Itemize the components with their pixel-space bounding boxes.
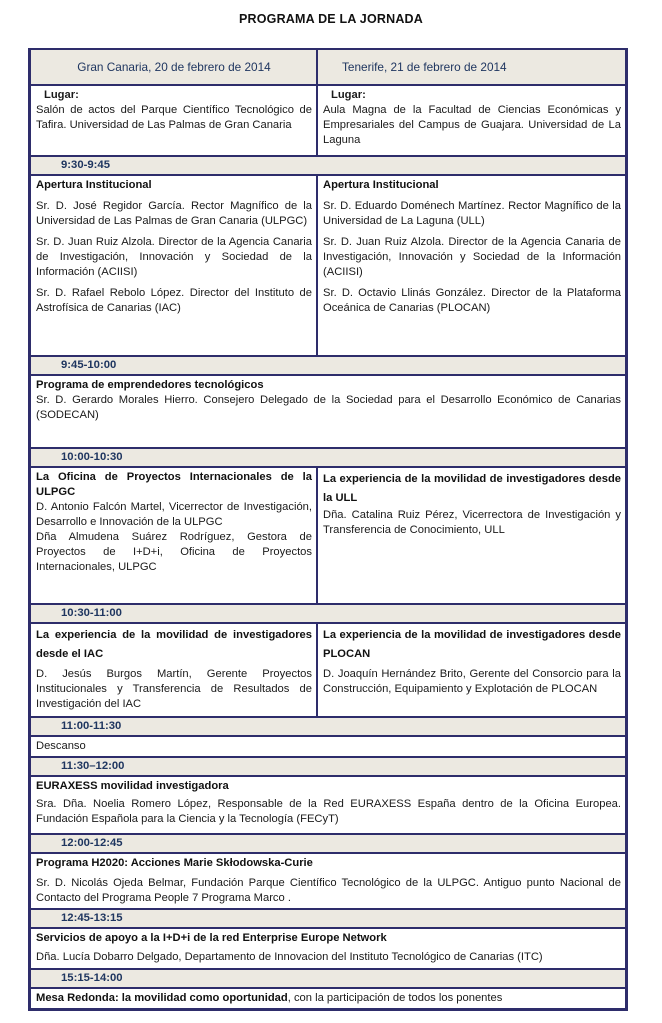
closing-text: , con la participación de todos los ponentes — [287, 992, 503, 1004]
session-full — [30, 928, 627, 969]
session-row — [30, 375, 627, 448]
venue-row — [30, 85, 627, 156]
time-row — [30, 448, 627, 467]
time-row — [30, 604, 627, 623]
session-row — [30, 175, 627, 356]
venue-label: Lugar: — [44, 89, 79, 101]
session-left — [30, 623, 318, 717]
session-heading: La Oficina de Proyectos Internacionales de la ULPGC — [36, 471, 312, 498]
time-label: 15:15-14:00 — [30, 969, 627, 988]
time-label: 11:30–12:00 — [30, 757, 627, 776]
session-heading: Programa H2020: Acciones Marie Skłodowska-Curie — [36, 857, 313, 869]
speaker: Dña. Lucía Dobarro Delgado, Departamento de Innovacion del Instituto Tecnológico de Canarias (ITC) — [36, 951, 543, 963]
session-left — [30, 175, 318, 356]
session-heading: EURAXESS movilidad investigadora — [36, 780, 229, 792]
session-row — [30, 776, 627, 834]
session-right — [317, 623, 627, 717]
time-label: 12:45-13:15 — [30, 909, 627, 928]
speaker: Dña Almudena Suárez Rodríguez, Gestora de Proyectos de I+D+i, Oficina de Proyectos Internacionales, ULPGC — [36, 531, 312, 573]
page-title: PROGRAMA DE LA JORNADA — [238, 12, 424, 26]
speaker: Sr. D. José Regidor García. Rector Magnífico de la Universidad de Las Palmas de Gran Canaria (ULPGC) — [36, 200, 312, 227]
header-row — [30, 49, 627, 85]
session-heading: Programa de emprendedores tecnológicos — [36, 379, 264, 391]
speaker: Sr. D. Juan Ruiz Alzola. Director de la Agencia Canaria de Investigación, Innovación y Sociedad de la Información (ACIISI) — [36, 236, 312, 278]
session-heading: Apertura Institucional — [323, 179, 439, 191]
time-row — [30, 757, 627, 776]
session-full — [30, 776, 627, 834]
time-label: 9:30-9:45 — [30, 156, 627, 175]
session-row — [30, 467, 627, 604]
break-row — [30, 736, 627, 757]
break-label: Descanso — [30, 736, 627, 757]
time-row — [30, 156, 627, 175]
speaker: Sr. D. Rafael Rebolo López. Director del Instituto de Astrofísica de Canarias (IAC) — [36, 287, 312, 314]
speaker: Dña. Catalina Ruiz Pérez, Vicerrectora de Investigación y Transferencia de Conocimiento, ULL — [323, 509, 621, 536]
speaker: Sr. D. Octavio Llinás González. Director de la Plataforma Oceánica de Canarias (PLOCAN) — [323, 287, 621, 314]
time-row — [30, 969, 627, 988]
session-right — [317, 467, 627, 604]
session-left — [30, 467, 318, 604]
venue-right — [317, 85, 627, 156]
session-full — [30, 988, 627, 1010]
session-row — [30, 853, 627, 909]
speaker: Sra. Dña. Noelia Romero López, Responsable de la Red EURAXESS España dentro de la Oficina Europea. Fundación Española para la Ciencia y la Tecnología (FECyT) — [36, 798, 621, 825]
header-gran-canaria: Gran Canaria, 20 de febrero de 2014 — [30, 49, 318, 85]
speaker: D. Joaquín Hernández Brito, Gerente del Consorcio para la Construcción, Equipamiento y Explotación de PLOCAN — [323, 668, 621, 695]
venue-right-text: Aula Magna de la Facultad de Ciencias Económicas y Empresariales del Campus de Guajara. Universidad de La Laguna — [323, 104, 621, 146]
speaker: Sr. D. Nicolás Ojeda Belmar, Fundación Parque Científico Tecnológico de la ULPGC. Antiguo punto Nacional de Contacto del Programa People 7 Programa Marco . — [36, 877, 621, 904]
session-row — [30, 928, 627, 969]
speaker: Sr. D. Gerardo Morales Hierro. Consejero Delegado de la Sociedad para el Desarrollo Económico de Canarias (SODECAN) — [36, 394, 621, 421]
time-row — [30, 356, 627, 375]
venue-left — [30, 85, 318, 156]
session-heading: La experiencia de la movilidad de investigadores desde la ULL — [323, 473, 621, 504]
session-heading: La experiencia de la movilidad de investigadores desde el IAC — [36, 629, 312, 660]
session-right — [317, 175, 627, 356]
header-tenerife: Tenerife, 21 de febrero de 2014 — [317, 49, 627, 85]
session-full — [30, 853, 627, 909]
program-table — [28, 48, 628, 1011]
time-label: 11:00-11:30 — [30, 717, 627, 736]
time-row — [30, 834, 627, 853]
session-full — [30, 375, 627, 448]
time-label: 10:00-10:30 — [30, 448, 627, 467]
speaker: Sr. D. Juan Ruiz Alzola. Director de la Agencia Canaria de Investigación, Innovación y Sociedad de la Información (ACIISI) — [323, 236, 621, 278]
speaker: D. Antonio Falcón Martel, Vicerrector de Investigación, Desarrollo e Innovación de la ULPGC — [36, 501, 312, 528]
speaker: D. Jesús Burgos Martín, Gerente Proyectos Institucionales y Transferencia de Resultados de Investigación del IAC — [36, 668, 312, 710]
time-label: 12:00-12:45 — [30, 834, 627, 853]
time-row — [30, 909, 627, 928]
time-label: 9:45-10:00 — [30, 356, 627, 375]
session-heading: La experiencia de la movilidad de investigadores desde PLOCAN — [323, 629, 621, 660]
closing-row — [30, 988, 627, 1010]
session-heading: Apertura Institucional — [36, 179, 152, 191]
venue-label: Lugar: — [331, 89, 366, 101]
venue-left-text: Salón de actos del Parque Científico Tecnológico de Tafira. Universidad de Las Palmas de Gran Canaria — [36, 104, 312, 131]
time-row — [30, 717, 627, 736]
session-row — [30, 623, 627, 717]
session-heading: Servicios de apoyo a la I+D+i de la red Enterprise Europe Network — [36, 932, 387, 944]
session-heading: Mesa Redonda: la movilidad como oportunidad — [36, 992, 288, 1004]
speaker: Sr. D. Eduardo Doménech Martínez. Rector Magnífico de la Universidad de La Laguna (ULL) — [323, 200, 621, 227]
time-label: 10:30-11:00 — [30, 604, 627, 623]
